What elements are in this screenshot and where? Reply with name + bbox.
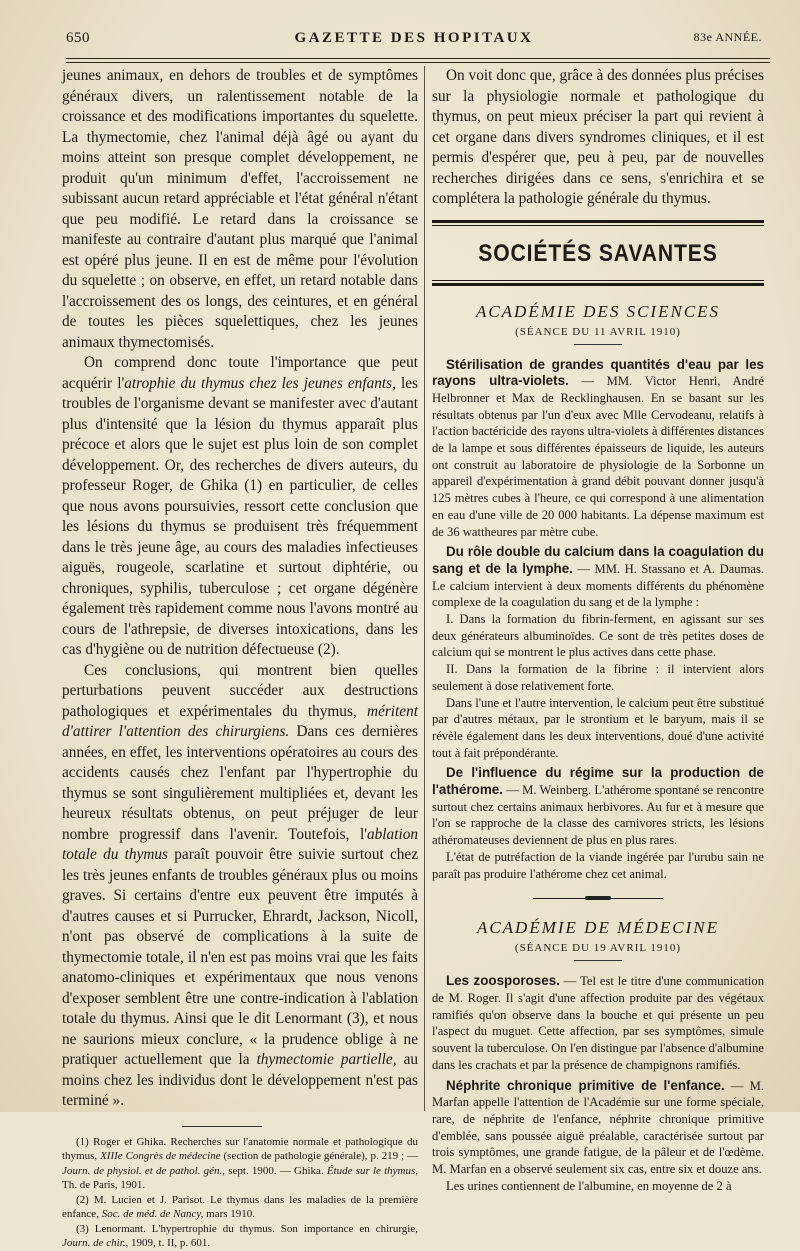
footnote-rule [182, 1126, 262, 1127]
divider [574, 960, 622, 961]
report-item: Les zoosporoses. — Tel est le titre d'une communication de M. Roger. Il s'agit d'une affection produite par des végétaux ramifiés qu'on observe dans la bouche et qui présente un peu l'aspect du muguet. Cette affection, par ses symptômes, simule souvent la tuberculose. On l'en distingue par l'absence d'albumine dans les crachats et par la présence de champignons ramifiés. [432, 973, 764, 1072]
report-item: Stérilisation de grandes quantités d'eau par les rayons ultra-violets. — MM. Victor Henri, André Helbronner et Max de Recklinghausen. En se basant sur les résultats obtenus par l'un d'eux avec Mlle Cervodeanu, relatifs à l'action bactéricide des rayons ultra-violets à différentes distances de la lampe et sous différentes épaisseurs de liquide, les auteurs ont construit au laboratoire de physiologie de la Sorbonne un appareil d'expérimentation à grand débit pouvant donner jusqu'à 125 mètres cubes à l'heure, ce qui correspond à une alimentation en eau d'une ville de 20 000 habitants. La dépense maximum est de 36 wattheures par mètre cube. [432, 356, 764, 539]
ornamental-divider [533, 896, 663, 902]
footnote-2: (2) M. Lucien et J. Parisot. Le thymus dans les maladies de la première enfance, Soc. de méd. de Nancy, mars 1910. [62, 1193, 418, 1220]
paragraph: On comprend donc toute l'importance que peut acquérir l'atrophie du thymus chez les jeunes enfants, les troubles de l'organisme devant se manifester avec d'autant plus d'intensité que la lésion du thymus apparaît plus précoce et alors que le sujet est plus loin de son complet développement. Or, des recherches de divers auteurs, du professeur Roger, de Ghika (1) en particulier, de celles que nous avons poursuivies, ressort cette conclusion que les lésions du thymus se produisent très fréquemment dans le très jeune âge, au cours des maladies infectieuses aiguës, rougeole, scarlatine et surtout diphtérie, ou chroniques, syphilis, tuberculose ; cet organe dégénère également très rapidement comme nous l'avons montré au cours de l'athrepsie, de diverses intoxications, dans les cas d'hygiène ou de nutrition défectueuse (2). [62, 354, 418, 658]
section-rule [432, 280, 764, 286]
journal-title: GAZETTE DES HOPITAUX [294, 30, 534, 46]
session-date: (SÉANCE DU 19 AVRIL 1910) [514, 942, 682, 955]
paragraph: Dans l'une et l'autre intervention, le calcium peut être substitué par d'autres métaux, par le strontium et le baryum, mais il se révèle également dans les deux interventions, doué d'une activité tout à fait prépondérante. [432, 695, 764, 760]
divider [574, 344, 622, 345]
academy-heading: ACADÉMIE DES SCIENCES [475, 301, 721, 321]
right-column [432, 66, 764, 1194]
header-rule-double [66, 62, 770, 63]
column-divider [424, 66, 425, 1111]
year-label: 83e ANNÉE. [693, 30, 762, 44]
report-item: Néphrite chronique primitive de l'enfance. — M. Marfan appelle l'attention de l'Académie sur une forme spéciale, rare, de néphrite de l'enfance, néphrite chronique primitive d'emblée, sans poussée aiguë préalable, caractérisée surtout par trois symptômes, une grande fatigue, de la pâleur et de l'œdème. M. Marfan en a observé seulement six cas, entre six et douze ans. [432, 1077, 764, 1177]
paragraph: jeunes animaux, en dehors de troubles et de symptômes généraux divers, un ralentissement notable de la croissance et des modifications importantes du squelette. La thymectomie, chez l'animal déjà âgé ou ayant du moins atteint son presque complet développement, ne produit qu'un minimum d'effet, l'accroissement ne subissant aucun retard appréciable et l'état général n'étant que peu modifié. Le retard dans la croissance se manifeste au contraire d'autant plus marqué que l'animal est opéré plus jeune. Il en est de même pour l'évolution du squelette ; on observe, en effet, un retard notable dans l'accroissement des os longs, des ceintures, et en général de toutes les pièces squelettiques, chez les jeunes animaux thymectomisés. [62, 67, 418, 351]
paragraph: L'état de putréfaction de la viande ingérée par l'urubu sain ne paraît pas produire l'athérome chez cet animal. [432, 849, 764, 881]
report-item: Du rôle double du calcium dans la coagulation du sang et de la lymphe. — MM. H. Stassano et A. Daumas. Le calcium intervient à deux moments différents du phénomène complexe de la coagulation du sang et de la lymphe : [432, 544, 765, 610]
header-rule [66, 58, 770, 59]
paragraph: II. Dans la formation de la fibrine : il intervient alors seulement à dose relativement forte. [432, 662, 764, 693]
academy-heading: ACADÉMIE DE MÉDECINE [476, 918, 720, 938]
section-rule [432, 220, 764, 226]
paragraph: Ces conclusions, qui montrent bien quelles perturbations peuvent succéder aux destructions pathologiques et expérimentales du thymus, méritent d'attirer l'attention des chirurgiens. Dans ces dernières années, en effet, les interventions opératoires au cours des accidents causés chez l'enfant par l'hypertrophie du thymus se sont singulièrement multipliées et, devant les heureux résultats obtenus, on peut préjuger de leur nombre progressif dans l'avenir. Toutefois, l'ablation totale du thymus paraît pouvoir être suivie surtout chez les très jeunes enfants de troubles généraux plus ou moins graves. Si certains d'entre eux peuvent être imputés à d'autres causes et si Purrucker, Ehrardt, Jackson, Nicoll, n'ont pas observé de complications à la suite de thymectomie totale, il n'en est pas moins vrai que les faits anatomo-cliniques et expérimentaux que nous venons d'exposer semblent être une contre-indication à l'ablation totale du thymus. Ainsi que le dit Lenormant (3), et nous ne saurions mieux conclure, « la prudence oblige à ne pratiquer actuellement que la thymectomie partielle, au moins chez les individus dont le développement n'est pas terminé ». [62, 661, 419, 1109]
footnote-1: (1) Roger et Ghika. Recherches sur l'anatomie normale et pathologique du thymus, XIIIe Congrès de médecine (section de pathologie générale), p. 219 ; — Journ. de physiol. et de pathol. gén., sept. 1900. — Ghika. Étude sur le thymus, Th. de Paris, 1901. [62, 1135, 419, 1191]
report-item: De l'influence du régime sur la production de l'athérome. — M. Weinberg. L'athérome spontané se rencontre surtout chez certains animaux herbivores. Au fur et à mesure que l'on se rapproche de la classe des carnivores stricts, les lésions athéromateuses deviennent de plus en plus rares. [432, 765, 764, 848]
paragraph: I. Dans la formation du fibrin-ferment, en agissant sur ses deux générateurs albuminoïdes. Ce sont de très petites doses de calcium qui se montrent le plus actives dans cette phase. [432, 612, 764, 660]
paragraph: Les urines contiennent de l'albumine, en moyenne de 2 à [446, 1178, 732, 1193]
footnote-3: (3) Lenormant. L'hypertrophie du thymus. Son importance en chirurgie, Journ. de chir., 1909, t. II, p. 601. [62, 1222, 418, 1249]
session-date: (SÉANCE DU 11 AVRIL 1910) [515, 325, 681, 338]
left-column [62, 66, 418, 1251]
section-title: SOCIÉTÉS SAVANTES [478, 239, 718, 267]
paragraph: On voit donc que, grâce à des données plus précises sur la physiologie normale et pathologique du thymus, on peut mieux préciser la part qui revient à cet organe dans divers syndromes cliniques, et il est permis d'espérer que, peu à peu, par de nouvelles recherches dirigées dans ce sens, s'enrichira et se complétera la pathologie générale du thymus. [432, 67, 764, 207]
page-number: 650 [66, 30, 90, 46]
running-header [66, 30, 762, 52]
